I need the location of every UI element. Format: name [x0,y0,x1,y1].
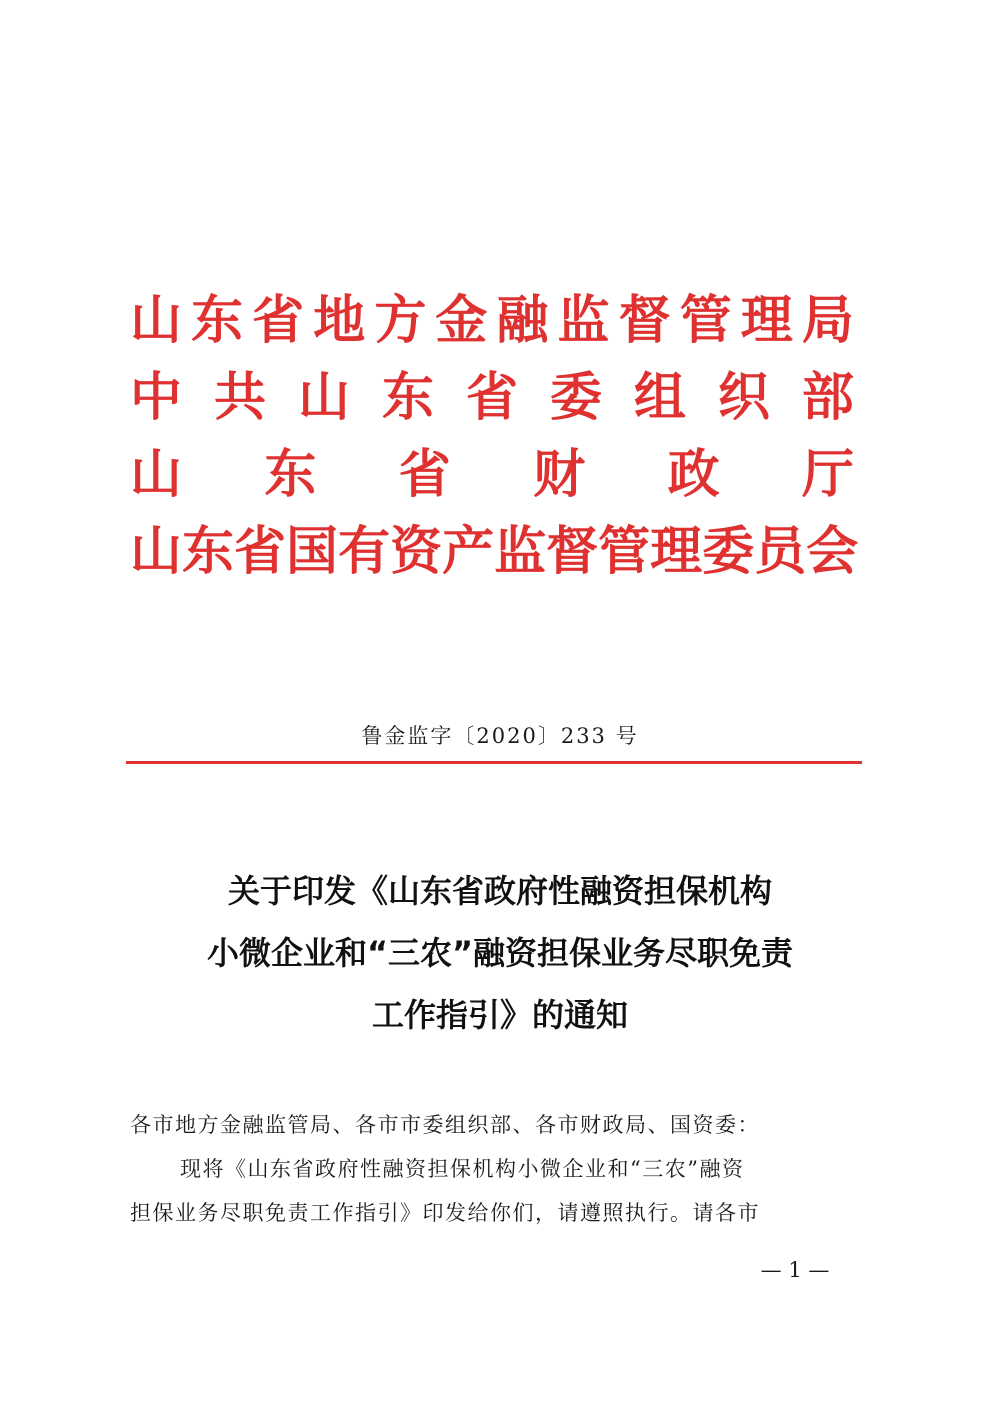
issuer-char: 理 [740,291,793,351]
issuer-financial-supervision-bureau [130,283,854,360]
issuer-char: 山 [130,522,183,582]
issuer-char: 会 [806,522,859,582]
addressee-line: 各市地方金融监管局、各市市委组织部、各市财政局、国资委： [130,1113,760,1137]
issuer-char: 方 [374,291,427,351]
issuer-char: 东 [264,445,317,505]
document-title [0,860,1000,1046]
issuer-state-assets-commission [130,514,859,591]
issuer-char: 山 [130,445,183,505]
issuer-char: 员 [754,522,807,582]
issuer-char: 监 [557,291,610,351]
issuer-char: 融 [496,291,549,351]
page-number: — 1 — [760,1258,830,1282]
issuer-char: 财 [533,445,586,505]
paragraph-line: 担保业务尽职免责工作指引》印发给你们，请遵照执行。请各市 [130,1201,760,1225]
issuer-char: 资 [390,522,443,582]
issuer-char: 政 [667,445,720,505]
title-line-3: 工作指引》的通知 [371,996,628,1034]
issuer-char: 东 [191,291,244,351]
issuer-char: 织 [717,368,770,428]
issuer-char: 国 [286,522,339,582]
issuer-char: 中 [130,368,183,428]
issuer-char: 委 [702,522,755,582]
issuer-char: 金 [435,291,488,351]
issuer-char: 监 [494,522,547,582]
title-line-2: 小微企业和“三农”融资担保业务尽职免责 [206,934,794,972]
red-divider-line [126,761,862,764]
title-line-1: 关于印发《山东省政府性融资担保机构 [227,872,772,910]
issuer-char: 委 [549,368,602,428]
issuer-char: 省 [398,445,451,505]
issuer-char: 管 [679,291,732,351]
issuing-authorities [130,283,859,591]
issuer-char: 管 [598,522,651,582]
issuer-char: 督 [618,291,671,351]
paragraph-line: 现将《山东省政府性融资担保机构小微企业和“三农”融资 [180,1157,745,1181]
issuer-finance-department [130,437,854,514]
issuer-char: 厅 [801,445,854,505]
issuer-char: 省 [252,291,305,351]
issuer-char: 地 [313,291,366,351]
issuer-char: 组 [633,368,686,428]
issuer-char: 山 [297,368,350,428]
issuer-char: 省 [465,368,518,428]
document-body [130,1103,860,1235]
issuer-char: 山 [130,291,183,351]
issuer-char: 有 [338,522,391,582]
document-number: 鲁金监字〔2020〕233 号 [361,724,639,748]
issuer-char: 省 [234,522,287,582]
issuer-organization-department [130,360,854,437]
issuer-char: 东 [381,368,434,428]
issuer-char: 东 [182,522,235,582]
issuer-char: 共 [213,368,266,428]
issuer-char: 产 [442,522,495,582]
issuer-char: 局 [801,291,854,351]
issuer-char: 督 [546,522,599,582]
issuer-char: 理 [650,522,703,582]
issuer-char: 部 [801,368,854,428]
